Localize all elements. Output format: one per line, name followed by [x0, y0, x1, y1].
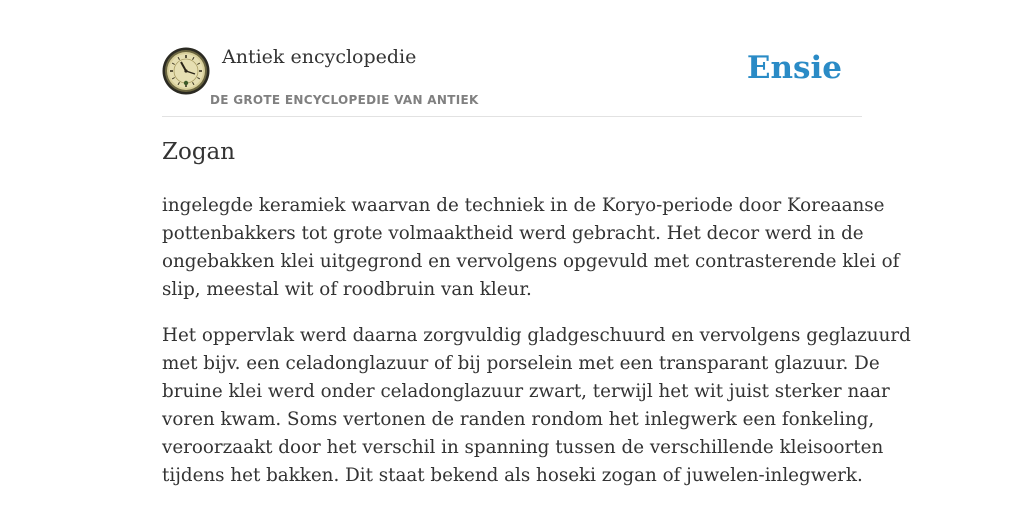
- text-line: ongebakken klei uitgegrond en vervolgens opgevuld met contrasterende klei of: [162, 251, 900, 272]
- article-body: [162, 192, 911, 508]
- text-line: met bijv. een celadonglazuur of bij porselein met een transparant glazuur. De: [162, 353, 880, 374]
- site-subtitle: DE GROTE ENCYCLOPEDIE VAN ANTIEK: [210, 93, 479, 107]
- text-line: slip, meestal wit of roodbruin van kleur.: [162, 279, 532, 300]
- paragraph: [162, 322, 911, 490]
- text-line: ingelegde keramiek waarvan de techniek in de Koryo-periode door Koreaanse: [162, 195, 885, 216]
- site-header: [162, 40, 862, 117]
- paragraph: [162, 192, 900, 304]
- text-line: Het oppervlak werd daarna zorgvuldig gladgeschuurd en vervolgens geglazuurd: [162, 325, 911, 346]
- article-title: Zogan: [162, 139, 236, 165]
- text-line: voren kwam. Soms vertonen de randen rondom het inlegwerk een fonkeling,: [162, 409, 875, 430]
- ensie-logo-link[interactable]: Ensie: [746, 50, 842, 86]
- site-title[interactable]: Antiek encyclopedie: [222, 46, 417, 68]
- text-line: veroorzaakt door het verschil in spanning tussen de verschillende kleisoorten: [162, 437, 884, 458]
- text-line: pottenbakkers tot grote volmaaktheid werd gebracht. Het decor werd in de: [162, 223, 864, 244]
- antique-clock-icon[interactable]: [162, 47, 210, 95]
- text-line: bruine klei werd onder celadonglazuur zwart, terwijl het wit juist sterker naar: [162, 381, 890, 402]
- text-line: tijdens het bakken. Dit staat bekend als hoseki zogan of juwelen-inlegwerk.: [162, 465, 863, 486]
